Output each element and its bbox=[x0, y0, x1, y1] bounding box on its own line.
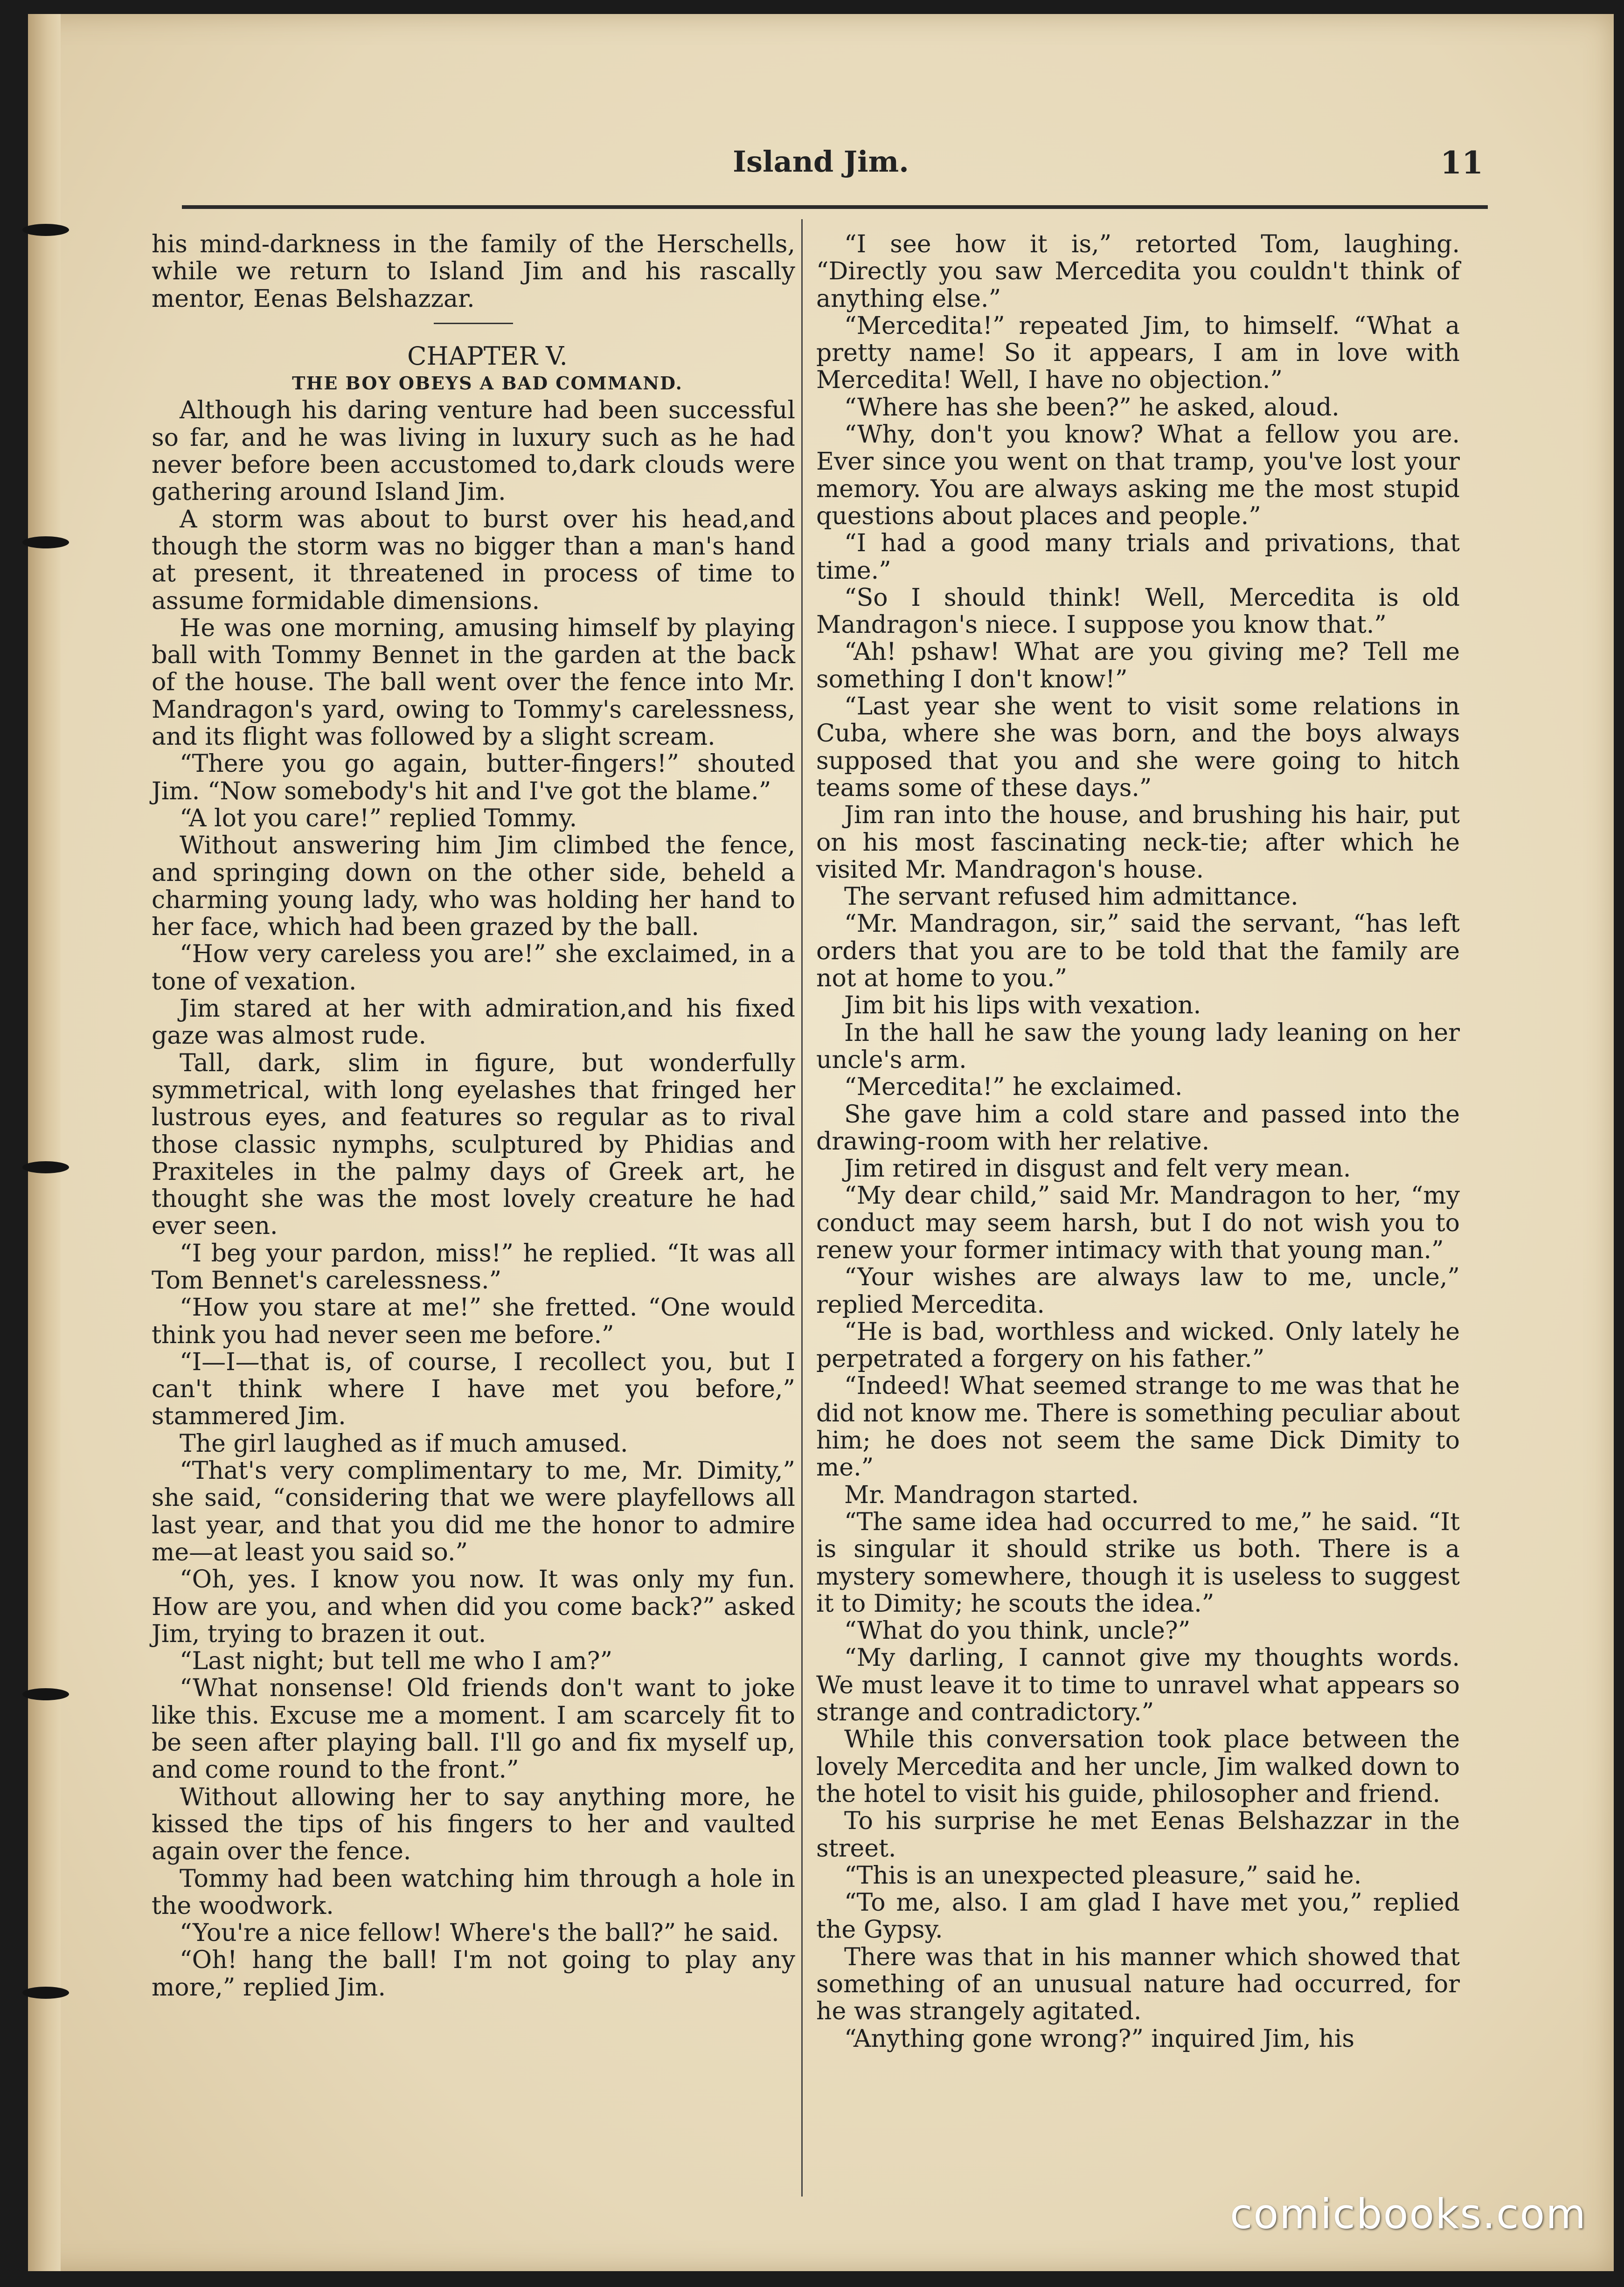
binding-stitch bbox=[22, 1688, 69, 1700]
chapter-rule bbox=[434, 323, 513, 324]
column-divider bbox=[801, 219, 803, 2197]
paragraph: “I—I—that is, of course, I recollect you, but I can't think where I have met you before,” stammered Jim. bbox=[152, 1348, 795, 1431]
paragraph: “You're a nice fellow! Where's the ball?” he said. bbox=[180, 1919, 779, 1947]
page-number: 11 bbox=[1440, 145, 1483, 181]
paragraph: “Where has she been?” he asked, aloud. bbox=[844, 393, 1339, 422]
paragraph: She gave him a cold stare and passed into the drawing-room with her relative. bbox=[816, 1100, 1460, 1156]
page-binding bbox=[28, 14, 61, 2271]
paragraph: “Mr. Mandragon, sir,” said the servant, “has left orders that you are to be told that the family are not at home to you.” bbox=[816, 910, 1460, 993]
paragraph: “The same idea had occurred to me,” he said. “It is singular it should strike us both. There is a mystery somewhere, though it is useless to suggest it to Dimity; he scouts the idea.” bbox=[816, 1508, 1460, 1618]
paragraph: “Why, don't you know? What a fellow you are. Ever since you went on that tramp, you've lost your memory. You are always asking me the most stupid questions about places and people.” bbox=[816, 421, 1460, 530]
paragraph: his mind-darkness in the family of the Herschells, while we return to Island Jim and his rascally mentor, Eenas Belshazzar. bbox=[152, 230, 795, 313]
paragraph: Jim stared at her with admiration,and his fixed gaze was almost rude. bbox=[152, 995, 795, 1050]
paragraph: “What do you think, uncle?” bbox=[844, 1617, 1191, 1645]
paragraph: “There you go again, butter-fingers!” shouted Jim. “Now somebody's hit and I've got the blame.” bbox=[152, 750, 795, 805]
binding-stitch bbox=[22, 224, 69, 236]
paragraph: “How you stare at me!” she fretted. “One would think you had never seen me before.” bbox=[152, 1294, 795, 1349]
binding-stitch bbox=[22, 1161, 69, 1173]
paragraph: “This is an unexpected pleasure,” said he. bbox=[844, 1861, 1362, 1890]
right-column bbox=[816, 231, 1460, 2052]
paragraph: The servant refused him admittance. bbox=[844, 883, 1298, 911]
header-rule bbox=[182, 205, 1488, 209]
binding-stitch bbox=[22, 536, 69, 548]
paragraph: “Last year she went to visit some relations in Cuba, where she was born, and the boys always supposed that you and she were going to hitch teams some of these days.” bbox=[816, 693, 1460, 802]
paragraph: Although his daring venture had been successful so far, and he was living in luxury such as he had never before been accustomed to,dark clouds were gathering around Island Jim. bbox=[152, 396, 795, 506]
paragraph: “My darling, I cannot give my thoughts words. We must leave it to time to unravel what appears so strange and contradictory.” bbox=[816, 1644, 1460, 1727]
running-title: Island Jim. bbox=[733, 145, 909, 179]
chapter-subtitle: THE BOY OBEYS A BAD COMMAND. bbox=[292, 373, 683, 394]
paragraph: “Your wishes are always law to me, uncle,” replied Mercedita. bbox=[816, 1263, 1460, 1319]
paragraph: In the hall he saw the young lady leaning on her uncle's arm. bbox=[816, 1019, 1460, 1074]
paragraph: “Anything gone wrong?” inquired Jim, his bbox=[844, 2024, 1355, 2053]
paragraph: Jim bit his lips with vexation. bbox=[844, 991, 1201, 1020]
paragraph: “So I should think! Well, Mercedita is old Mandragon's niece. I suppose you know that.” bbox=[816, 583, 1460, 639]
paragraph: “Mercedita!” he exclaimed. bbox=[844, 1073, 1183, 1102]
paragraph: “A lot you care!” replied Tommy. bbox=[180, 804, 577, 832]
paragraph: To his surprise he met Eenas Belshazzar in the street. bbox=[816, 1807, 1460, 1863]
paragraph: “Ah! pshaw! What are you giving me? Tell me something I don't know!” bbox=[816, 638, 1460, 693]
paragraph: Jim retired in disgust and felt very mean. bbox=[844, 1155, 1351, 1183]
paragraph: Mr. Mandragon started. bbox=[844, 1481, 1139, 1509]
binding-stitch bbox=[22, 1987, 69, 1999]
paragraph: While this conversation took place between the lovely Mercedita and her uncle, Jim walked down to the hotel to visit his guide, philosopher and friend. bbox=[816, 1726, 1460, 1808]
paragraph: “Last night; but tell me who I am?” bbox=[180, 1647, 613, 1676]
paragraph: There was that in his manner which showed that something of an unusual nature had occurred, for he was strangely agitated. bbox=[816, 1943, 1460, 2026]
paragraph: Without answering him Jim climbed the fence, and springing down on the other side, beheld a charming young lady, who was holding her hand to her face, which had been grazed by the ball. bbox=[152, 832, 795, 942]
paragraph: “I beg your pardon, miss!” he replied. “It was all Tom Bennet's carelessness.” bbox=[152, 1239, 795, 1295]
paragraph: “My dear child,” said Mr. Mandragon to her, “my conduct may seem harsh, but I do not wish you to renew your former intimacy with that young man.” bbox=[816, 1182, 1460, 1264]
paragraph: Tommy had been watching him through a hole in the woodwork. bbox=[152, 1864, 795, 1920]
paragraph: Jim ran into the house, and brushing his hair, put on his most fascinating neck-tie; after which he visited Mr. Mandragon's house. bbox=[816, 801, 1460, 884]
running-header bbox=[149, 145, 1492, 187]
paragraph: Tall, dark, slim in figure, but wonderfully symmetrical, with long eyelashes that fringed her lustrous eyes, and features so regular as to rival those classic nymphs, sculptured by Phidias and Praxiteles in the palmy days of Greek art, he thought she was the most lovely creature he had ever seen. bbox=[152, 1049, 795, 1241]
paragraph: “That's very complimentary to me, Mr. Dimity,” she said, “considering that we were playfellows all last year, and that you did me the honor to admire me—at least you said so.” bbox=[152, 1457, 795, 1566]
paragraph: “What nonsense! Old friends don't want to joke like this. Excuse me a moment. I am scarcely fit to be seen after playing ball. I'll go and fix myself up, and come round to the front.” bbox=[152, 1674, 795, 1784]
paragraph: Without allowing her to say anything more, he kissed the tips of his fingers to her and vaulted again over the fence. bbox=[152, 1783, 795, 1866]
paragraph: He was one morning, amusing himself by playing ball with Tommy Bennet in the garden at the back of the house. The ball went over the fence into Mr. Mandragon's yard, owing to Tommy's carelessness, and its flight was followed by a slight scream. bbox=[152, 614, 795, 751]
chapter-title: CHAPTER V. bbox=[407, 341, 568, 371]
paragraph: A storm was about to burst over his head,and though the storm was no bigger than a man's hand at present, it threatened in process of time to assume formidable dimensions. bbox=[152, 505, 795, 615]
paragraph: “I had a good many trials and privations, that time.” bbox=[816, 529, 1460, 585]
paragraph: “He is bad, worthless and wicked. Only lately he perpetrated a forgery on his father.” bbox=[816, 1317, 1460, 1373]
watermark: comicbooks.com bbox=[1229, 2190, 1587, 2238]
paragraph: “Indeed! What seemed strange to me was that he did not know me. There is something peculiar about him; he does not seem the same Dick Dimity to me.” bbox=[816, 1372, 1460, 1482]
paragraph: “I see how it is,” retorted Tom, laughing. “Directly you saw Mercedita you couldn't think of anything else.” bbox=[816, 230, 1460, 313]
paragraph: “To me, also. I am glad I have met you,” replied the Gypsy. bbox=[816, 1889, 1460, 1944]
paragraph: “How very careless you are!” she exclaimed, in a tone of vexation. bbox=[152, 940, 795, 996]
left-column bbox=[152, 231, 795, 2001]
paragraph: “Oh, yes. I know you now. It was only my fun. How are you, and when did you come back?” asked Jim, trying to brazen it out. bbox=[152, 1566, 795, 1648]
paragraph: “Mercedita!” repeated Jim, to himself. “What a pretty name! So it appears, I am in love with Mercedita! Well, I have no objection.” bbox=[816, 312, 1460, 395]
paragraph: The girl laughed as if much amused. bbox=[180, 1429, 628, 1458]
paragraph: “Oh! hang the ball! I'm not going to play any more,” replied Jim. bbox=[152, 1946, 795, 2002]
